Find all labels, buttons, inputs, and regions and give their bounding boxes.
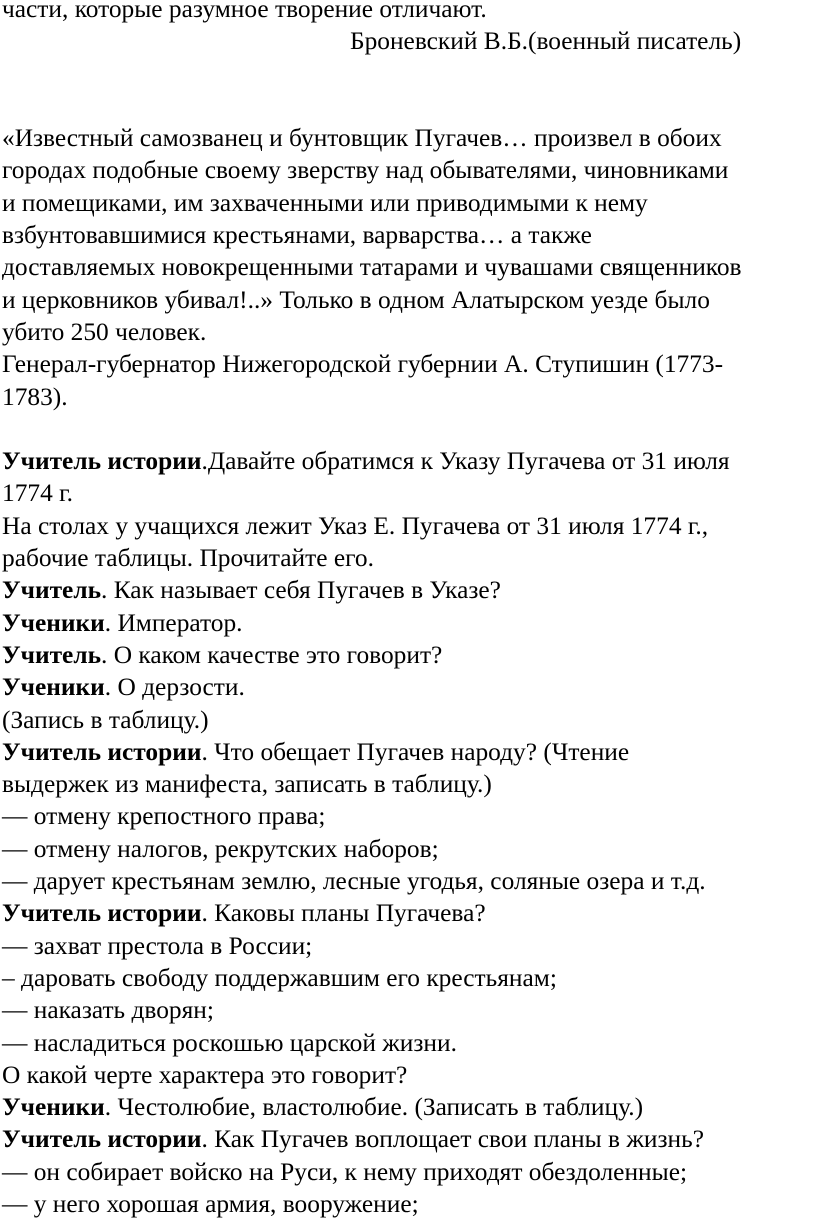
text-line: — дарует крестьянам землю, лесные угодья, соляные озера и т.д.	[2, 867, 706, 896]
text-line: — отмену налогов, рекрутских наборов;	[2, 834, 439, 863]
text-line: рабочие таблицы. Прочитайте его.	[2, 544, 374, 573]
dialogue-line	[2, 897, 812, 929]
speaker-label: Ученики	[2, 673, 105, 702]
speaker-label: Ученики	[2, 1093, 105, 1122]
document-body	[2, 0, 812, 1220]
text-line: — наказать дворян;	[2, 996, 214, 1025]
text-line: 1783).	[2, 382, 68, 411]
speaker-label: Учитель истории	[2, 447, 202, 476]
dialogue-text: . Каковы планы Пугачева?	[201, 899, 486, 928]
text-line: — он собирает войско на Руси, к нему приходят обездоленные;	[2, 1157, 688, 1186]
text-line: Генерал-губернатор Нижегородской губернии А. Ступишин (1773-	[2, 350, 724, 379]
text-line: «Известный самозванец и бунтовщик Пугачев… произвел в обоих	[2, 124, 722, 153]
text-line: городах подобные своему зверству над обывателями, чиновниками	[2, 156, 729, 185]
text-line: – даровать свободу поддержавшим его крестьянам;	[2, 963, 557, 992]
speaker-label: Учитель истории	[2, 737, 202, 766]
dialogue-text: . Как Пугачев воплощает свои планы в жизнь?	[201, 1125, 704, 1154]
text-line: (Запись в таблицу.)	[2, 705, 209, 734]
dialogue-text: . О каком качестве это говорит?	[101, 640, 443, 669]
dialogue-line	[2, 445, 812, 477]
speaker-label: Ученики	[2, 608, 105, 637]
speaker-label: Учитель	[2, 640, 101, 669]
dialogue-line	[2, 736, 812, 768]
text-line: На столах у учащихся лежит Указ Е. Пугачева от 31 июля 1774 г.,	[2, 511, 709, 540]
dialogue-line	[2, 1091, 812, 1123]
blank-line	[2, 90, 812, 122]
text-line: и помещиками, им захваченными или приводимыми к нему	[2, 188, 648, 217]
blank-line	[2, 58, 812, 90]
dialogue-line	[2, 639, 812, 671]
dialogue-line	[2, 607, 812, 639]
attribution-line: Броневский В.Б.(военный писатель)	[350, 27, 742, 56]
dialogue-text: . Как называет себя Пугачев в Указе?	[101, 576, 501, 605]
text-line: — насладиться роскошью царской жизни.	[2, 1028, 457, 1057]
dialogue-text: . О дерзости.	[104, 673, 245, 702]
text-line: — захват престола в России;	[2, 931, 313, 960]
text-line: и церковников убивал!..» Только в одном Алатырском уезде было	[2, 285, 710, 314]
dialogue-text: .Давайте обратимся к Указу Пугачева от 31 июля	[201, 447, 730, 476]
dialogue-text: . Император.	[104, 608, 243, 637]
text-line: убито 250 человек.	[2, 317, 207, 346]
text-line: О какой черте характера это говорит?	[2, 1060, 408, 1089]
text-line: — отмену крепостного права;	[2, 802, 326, 831]
dialogue-text: . Честолюбие, властолюбие. (Записать в таблицу.)	[104, 1093, 644, 1122]
text-line: взбунтовавшимися крестьянами, варварства… а также	[2, 221, 592, 250]
text-line: выдержек из манифеста, записать в таблицу.)	[2, 770, 492, 799]
dialogue-text: . Что обещает Пугачев народу? (Чтение	[201, 737, 630, 766]
text-line: — у него хорошая армия, вооружение;	[2, 1189, 419, 1218]
speaker-label: Учитель	[2, 576, 101, 605]
dialogue-line	[2, 574, 812, 606]
speaker-label: Учитель истории	[2, 899, 202, 928]
text-line: части, которые разумное творение отличают.	[2, 0, 487, 23]
text-line: 1774 г.	[2, 479, 74, 508]
blank-line	[2, 413, 812, 445]
text-line: доставляемых новокрещенными татарами и чувашами священников	[2, 253, 742, 282]
speaker-label: Учитель истории	[2, 1125, 202, 1154]
dialogue-line	[2, 671, 812, 703]
dialogue-line	[2, 1123, 812, 1155]
